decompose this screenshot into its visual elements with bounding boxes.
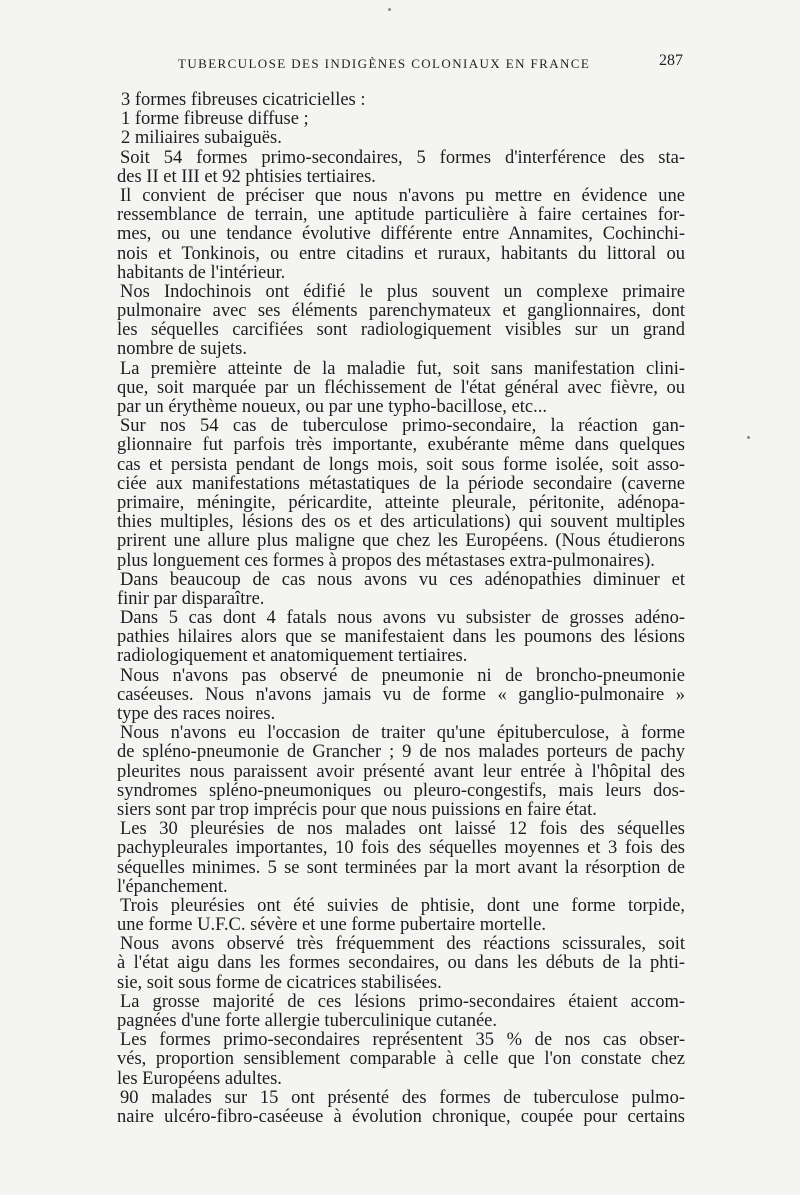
text-line: primaire, méningite, péricardite, atteinte pleurale, péritonite, adénopa- bbox=[117, 492, 685, 513]
text-line: naire ulcéro-fibro-caséeuse à évolution chronique, coupée pour certains bbox=[117, 1106, 685, 1127]
text-line: par un érythème noueux, ou par une typho-bacillose, etc... bbox=[117, 397, 547, 417]
running-title: TUBERCULOSE DES INDIGÈNES COLONIAUX EN FRANCE bbox=[178, 56, 591, 71]
text-line: syndromes spléno-pneumoniques ou pleuro-congestifs, mais leurs dos- bbox=[117, 780, 685, 801]
text-line: Sur nos 54 cas de tuberculose primo-secondaire, la réaction gan- bbox=[120, 416, 685, 437]
paragraph bbox=[117, 993, 685, 1031]
text-line: de spléno-pneumonie de Grancher ; 9 de nos malades porteurs de pachy bbox=[117, 742, 685, 763]
list-item: 2 miliaires subaiguës. bbox=[121, 128, 282, 149]
page-header bbox=[0, 52, 800, 76]
text-line: Dans 5 cas dont 4 fatals nous avons vu subsister de grosses adéno- bbox=[120, 608, 685, 629]
text-line: plus longuement ces formes à propos des métastases extra-pulmonaires). bbox=[117, 550, 655, 571]
text-line: Nos Indochinois ont édifié le plus souvent un complexe primaire bbox=[120, 281, 685, 302]
text-line: que, soit marquée par un fléchissement de l'état général avec fièvre, ou bbox=[117, 377, 685, 398]
list-item: 3 formes fibreuses cicatricielles : bbox=[121, 90, 366, 110]
text-line: Il convient de préciser que nous n'avons pu mettre en évidence une bbox=[120, 185, 685, 206]
text-line: les Européens adultes. bbox=[117, 1068, 282, 1089]
paragraph bbox=[117, 1089, 685, 1127]
paragraph bbox=[117, 283, 685, 360]
text-line: ressemblance de terrain, une aptitude particulière à faire certaines for- bbox=[117, 205, 685, 226]
paragraphs bbox=[117, 149, 685, 1128]
text-line: vés, proportion sensiblement comparable à celle que l'on constate chez bbox=[117, 1049, 685, 1070]
text-line: à l'état aigu dans les formes secondaires, ou dans les débuts de la phti- bbox=[117, 953, 685, 974]
paragraph bbox=[117, 417, 685, 571]
text-line: La première atteinte de la maladie fut, soit sans manifestation clini- bbox=[120, 358, 685, 379]
paragraph bbox=[117, 897, 685, 935]
text-line: des II et III et 92 phtisies tertiaires. bbox=[117, 166, 376, 187]
text-line: glionnaire fut parfois très importante, exubérante même dans quelques bbox=[117, 435, 685, 456]
paragraph bbox=[117, 1031, 685, 1089]
text-line: type des races noires. bbox=[117, 704, 276, 724]
text-line: pulmonaire avec ses éléments parenchymateux et ganglionnaires, dont bbox=[117, 301, 685, 322]
text-line: Nous n'avons pas observé de pneumonie ni de broncho-pneumonie bbox=[120, 665, 685, 686]
paragraph bbox=[117, 149, 685, 187]
text-line: ciée aux manifestations métastatiques de la période secondaire (caverne bbox=[117, 473, 685, 494]
text-line: sie, soit sous forme de cicatrices stabilisées. bbox=[117, 972, 442, 993]
paragraph bbox=[117, 360, 685, 418]
page-number: 287 bbox=[659, 52, 683, 69]
scan-speck bbox=[747, 436, 750, 439]
text-line: Soit 54 formes primo-secondaires, 5 formes d'interférence des sta- bbox=[120, 147, 685, 168]
text-line: thies multiples, lésions des os et des articulations) qui souvent multiples bbox=[117, 512, 685, 533]
paragraph bbox=[117, 724, 685, 820]
text-line: prirent une allure plus maligne que chez les Européens. (Nous étudierons bbox=[117, 531, 685, 552]
text-line: pagnées d'une forte allergie tuberculinique cutanée. bbox=[117, 1011, 498, 1031]
text-line: mes, ou une tendance évolutive différente entre Annamites, Cochinchi- bbox=[117, 224, 685, 245]
text-line: nois et Tonkinois, ou entre citadins et ruraux, habitants du littoral ou bbox=[117, 243, 685, 264]
text-line: Les 30 pleurésies de nos malades ont laissé 12 fois des séquelles bbox=[120, 819, 685, 840]
text-line: Dans beaucoup de cas nous avons vu ces adénopathies diminuer et bbox=[120, 569, 685, 590]
forms-list bbox=[117, 91, 685, 149]
body-text bbox=[117, 91, 685, 1127]
text-line: l'épanchement. bbox=[117, 876, 228, 897]
list-item: 1 forme fibreuse diffuse ; bbox=[121, 109, 309, 130]
text-line: pathies hilaires alors que se manifestaient dans les poumons des lésions bbox=[117, 627, 685, 648]
text-line: finir par disparaître. bbox=[117, 588, 265, 609]
text-line: 90 malades sur 15 ont présenté des formes de tuberculose pulmo- bbox=[120, 1087, 685, 1108]
paragraph bbox=[117, 820, 685, 897]
text-line: Nous avons observé très fréquemment des réactions scissurales, soit bbox=[120, 934, 685, 955]
text-line: habitants de l'intérieur. bbox=[117, 262, 286, 283]
paragraph bbox=[117, 609, 685, 667]
text-line: caséeuses. Nous n'avons jamais vu de forme « ganglio-pulmonaire » bbox=[117, 684, 685, 705]
paragraph bbox=[117, 935, 685, 993]
text-line: pleurites nous paraissent avoir présenté avant leur entrée à l'hôpital des bbox=[117, 761, 685, 782]
text-line: La grosse majorité de ces lésions primo-secondaires étaient accom- bbox=[120, 991, 685, 1012]
scan-speck bbox=[388, 8, 391, 11]
text-line: Nous n'avons eu l'occasion de traiter qu'une épituberculose, à forme bbox=[120, 723, 685, 744]
text-line: nombre de sujets. bbox=[117, 339, 247, 360]
text-line: radiologiquement et anatomiquement tertiaires. bbox=[117, 646, 468, 667]
paragraph bbox=[117, 667, 685, 725]
text-line: Les formes primo-secondaires représentent 35 % de nos cas obser- bbox=[120, 1030, 685, 1051]
text-line: Trois pleurésies ont été suivies de phtisie, dont une forme torpide, bbox=[120, 895, 685, 916]
text-line: les séquelles carcifiées sont radiologiquement visibles sur un grand bbox=[117, 320, 685, 341]
text-line: cas et persista pendant de longs mois, soit sous forme isolée, soit asso- bbox=[117, 454, 685, 475]
paragraph bbox=[117, 187, 685, 283]
text-line: pachypleurales importantes, 10 fois des séquelles moyennes et 3 fois des bbox=[117, 838, 685, 859]
text-line: une forme U.F.C. sévère et une forme pubertaire mortelle. bbox=[117, 915, 546, 936]
text-line: séquelles minimes. 5 se sont terminées par la mort avant la résorption de bbox=[117, 857, 685, 878]
paragraph bbox=[117, 571, 685, 609]
text-line: siers sont par trop imprécis pour que nous puissions en faire état. bbox=[117, 799, 597, 820]
